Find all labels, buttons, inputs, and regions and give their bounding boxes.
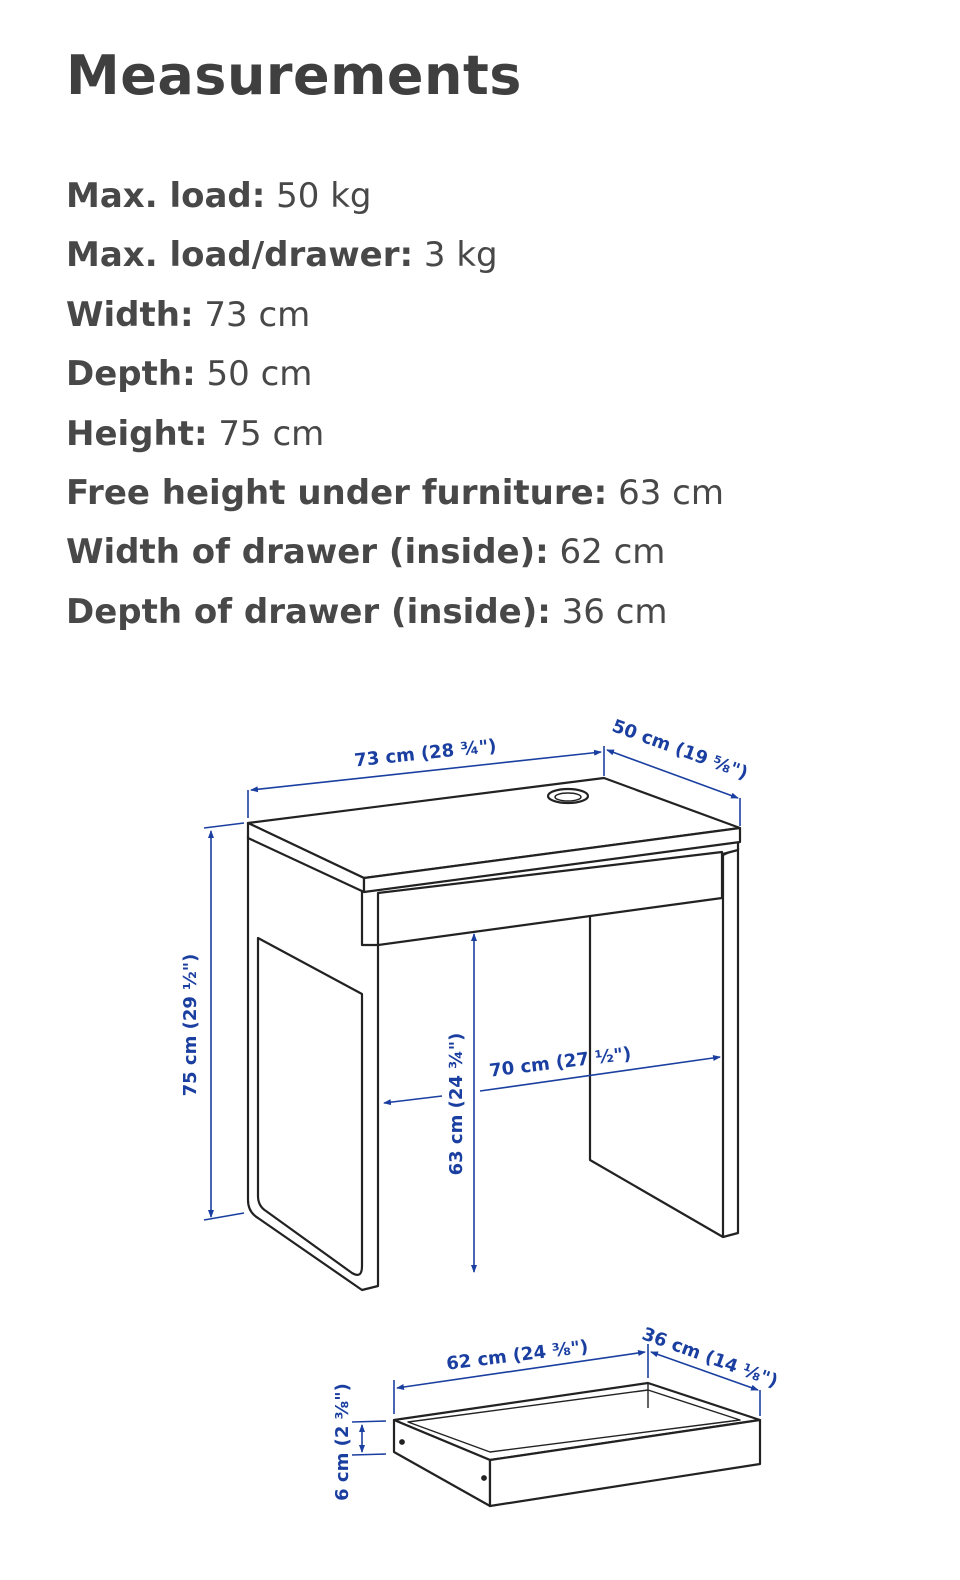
drawer-screw	[482, 1476, 486, 1480]
spec-value: 50 cm	[206, 354, 313, 395]
spec-value: 3 kg	[423, 235, 498, 276]
spec-label: Depth of drawer (inside):	[66, 591, 551, 632]
spec-value: 36 cm	[561, 591, 668, 632]
spec-value: 73 cm	[204, 294, 311, 335]
spec-label: Width:	[66, 294, 194, 335]
spec-label: Free height under furniture:	[66, 472, 608, 513]
dim-label-free-height: 63 cm (24 ¾")	[446, 1032, 467, 1176]
spec-value: 50 kg	[276, 176, 372, 216]
dim-label-drawer-width: 62 cm (24 ⅜")	[445, 1336, 590, 1375]
spec-label: Height:	[66, 413, 208, 454]
inner-width-line-left	[384, 1096, 442, 1103]
extension-line	[204, 1213, 244, 1220]
desk-illustration	[248, 778, 740, 1290]
dim-label-desk-depth: 50 cm (19 ⅝")	[609, 715, 751, 785]
spec-label: Depth:	[66, 354, 196, 395]
dim-label-drawer-depth: 36 cm (14 ⅛")	[639, 1323, 781, 1393]
extension-line	[352, 1454, 386, 1455]
drawer-screw	[400, 1440, 404, 1444]
page-title: Measurements	[66, 44, 522, 107]
spec-label: Max. load:	[66, 176, 266, 216]
drawer-illustration	[394, 1383, 760, 1506]
spec-value: 62 cm	[559, 532, 666, 573]
spec-label: Width of drawer (inside):	[66, 532, 549, 573]
dim-label-desk-width: 73 cm (28 ¾")	[353, 735, 498, 772]
dim-label-inner-width: 70 cm (27 ½")	[488, 1043, 633, 1082]
extension-line	[204, 823, 244, 828]
spec-label: Max. load/drawer:	[66, 235, 414, 276]
spec-value: 63 cm	[618, 472, 724, 513]
dim-label-desk-height: 75 cm (29 ½")	[180, 953, 201, 1097]
spec-value: 75 cm	[218, 413, 325, 454]
dim-label-drawer-height: 6 cm (2 ⅜")	[332, 1383, 353, 1501]
extension-line	[352, 1421, 386, 1422]
cable-hole-inner	[555, 793, 581, 801]
